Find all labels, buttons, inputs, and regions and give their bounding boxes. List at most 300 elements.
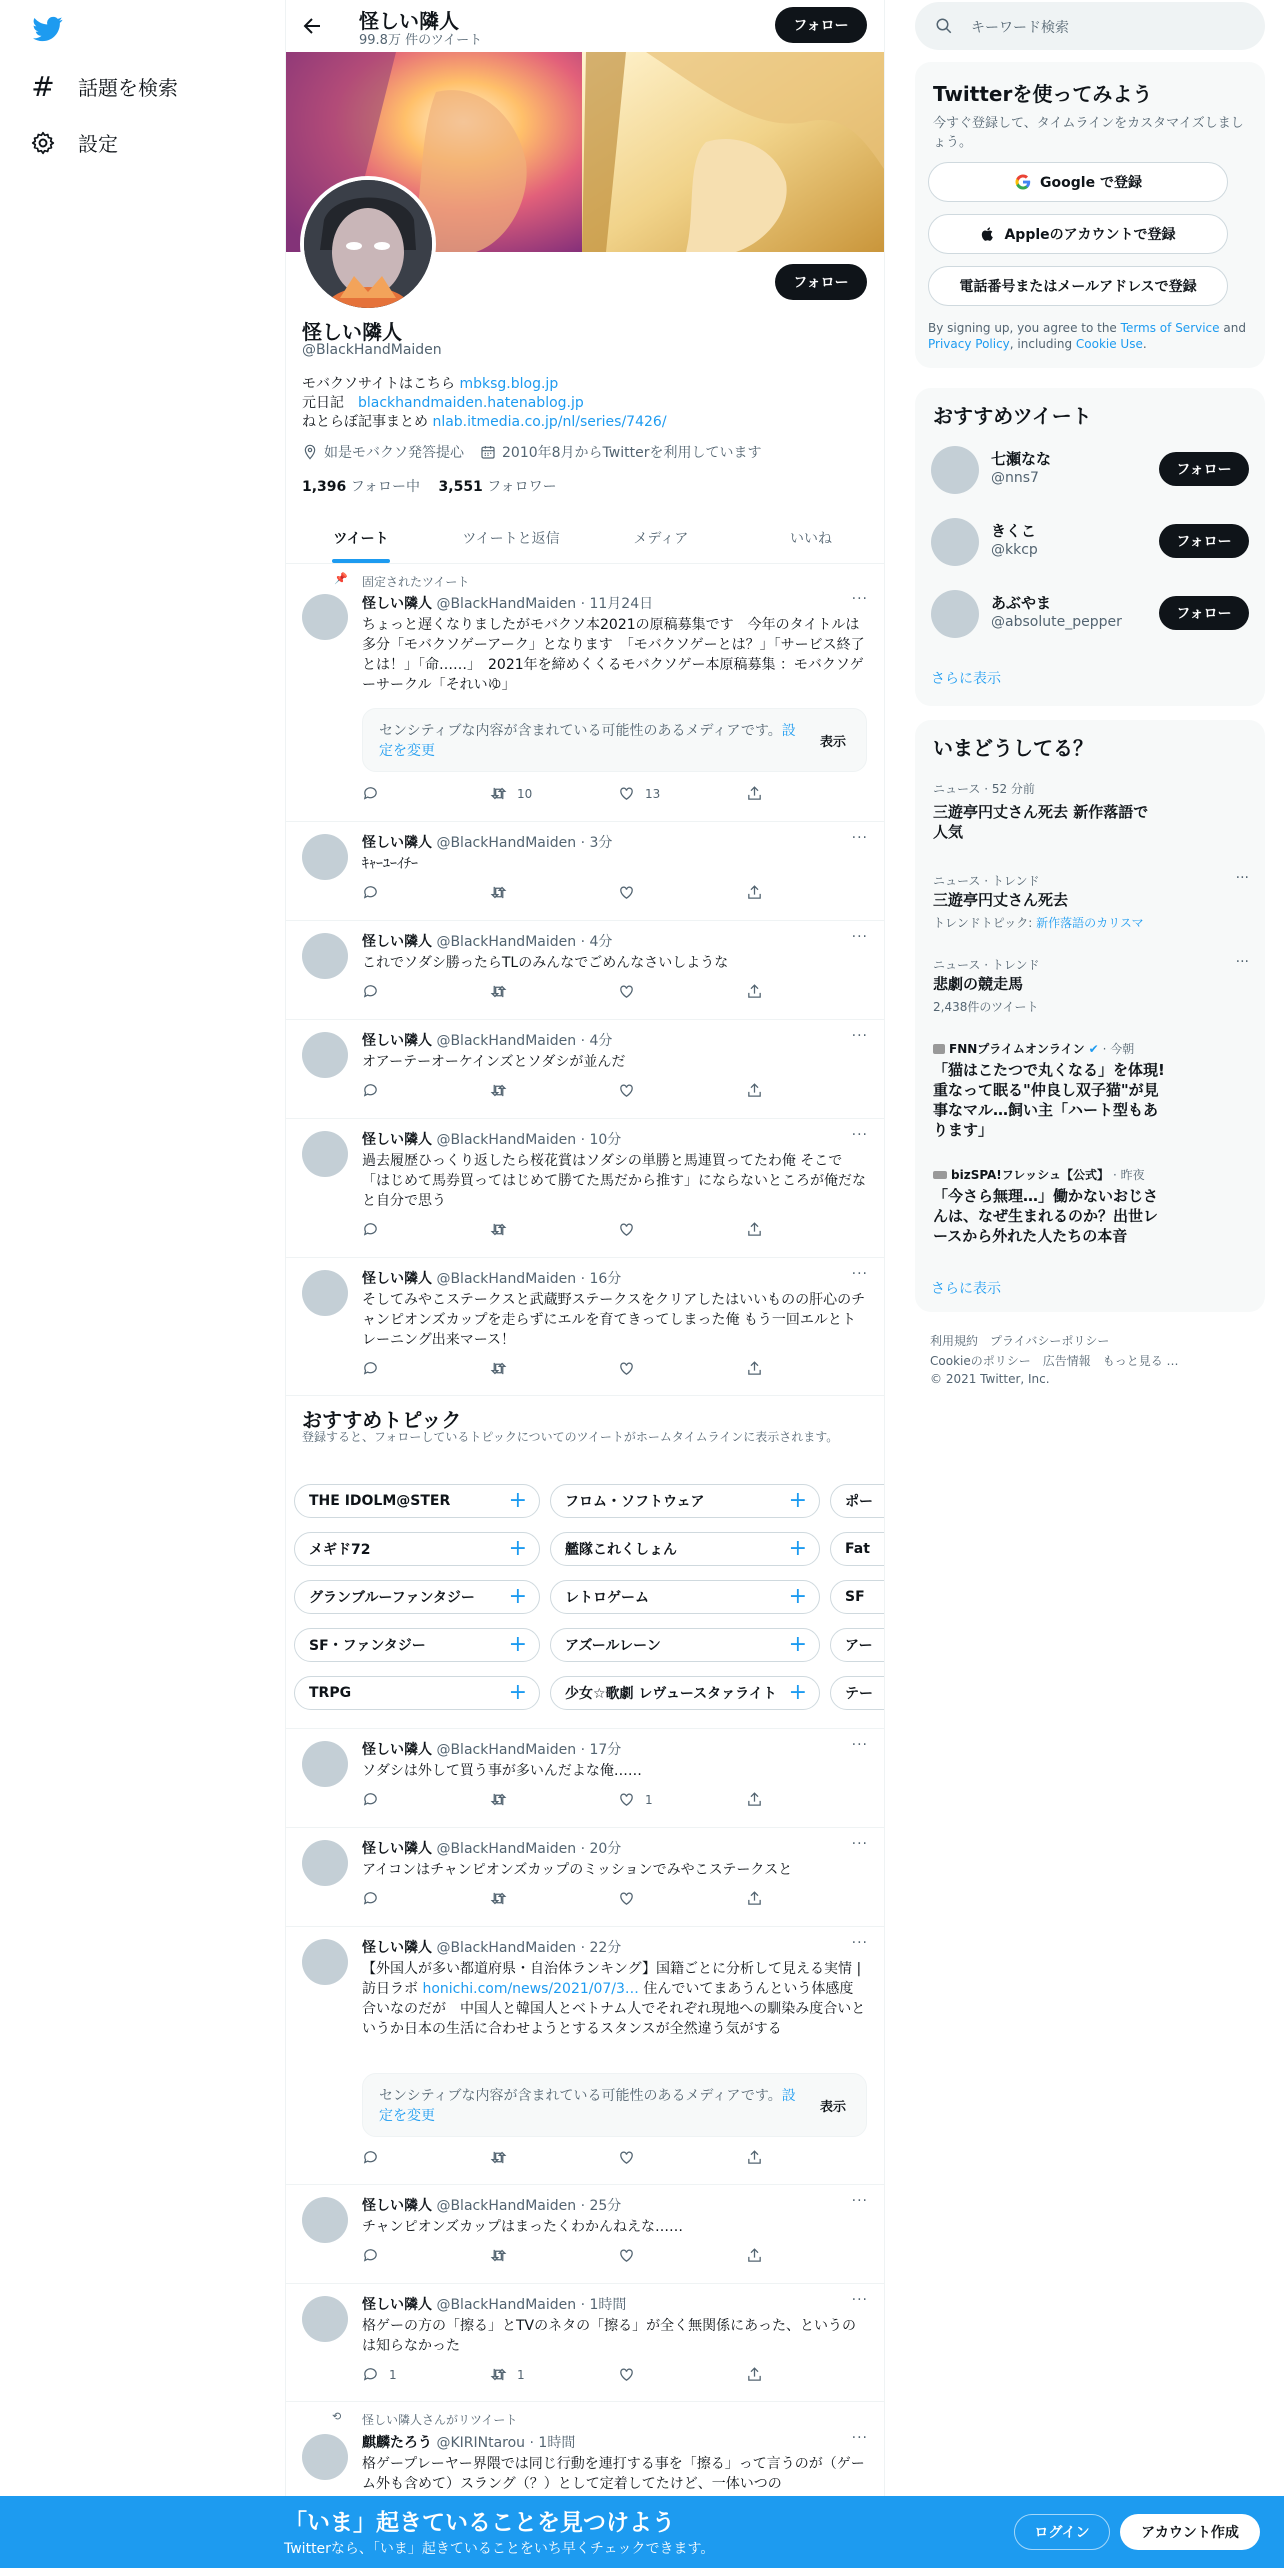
apple-signup-button[interactable] bbox=[928, 214, 1228, 254]
tweet[interactable] bbox=[286, 1927, 885, 2185]
phone-email-signup-button[interactable]: 電話番号またはメールアドレスで登録 bbox=[928, 266, 1228, 306]
avatar[interactable] bbox=[302, 933, 348, 979]
tweet-time[interactable]: 10分 bbox=[589, 1132, 622, 1148]
topic-chip[interactable] bbox=[294, 1580, 540, 1614]
more-icon[interactable]: ··· bbox=[851, 830, 868, 846]
topic-label: THE IDOLM@STER bbox=[309, 1493, 451, 1509]
more-icon[interactable]: ··· bbox=[851, 1127, 868, 1143]
sensitive-media-warning bbox=[362, 708, 867, 772]
show-media-button[interactable]: 表示 bbox=[819, 735, 846, 750]
reply-button[interactable] bbox=[362, 785, 389, 802]
share-button[interactable] bbox=[746, 1082, 763, 1099]
author-name[interactable]: 麒麟たろう bbox=[362, 2435, 432, 2451]
tweet-actions bbox=[362, 2247, 782, 2267]
plus-icon: + bbox=[508, 1536, 527, 1561]
footer-links[interactable]: 利用規約 プライバシーポリシー bbox=[930, 1334, 1110, 1348]
reply-icon bbox=[362, 2149, 379, 2166]
follow-button[interactable]: フォロー bbox=[1159, 524, 1249, 558]
tweet-header bbox=[362, 2294, 626, 2314]
following-link[interactable] bbox=[302, 479, 420, 495]
topic-label: SF・ファンタジー bbox=[309, 1638, 426, 1654]
sensitive-message: センシティブな内容が含まれている可能性のあるメディアです。 bbox=[379, 723, 782, 739]
user-handle: @nns7 bbox=[991, 470, 1039, 486]
topic-label: SF bbox=[845, 1589, 865, 1605]
separator: · bbox=[576, 1940, 590, 1956]
topic-chip[interactable] bbox=[294, 1628, 540, 1662]
retweet-button[interactable] bbox=[490, 983, 507, 1000]
topic-chip[interactable] bbox=[830, 1628, 885, 1662]
create-account-button[interactable]: アカウント作成 bbox=[1120, 2514, 1260, 2550]
author-name[interactable]: 怪しい隣人 bbox=[362, 1742, 432, 1758]
recommended-user[interactable] bbox=[915, 434, 1265, 506]
show-more-link[interactable]: さらに表示 bbox=[931, 671, 1001, 687]
apple-icon bbox=[980, 225, 996, 243]
retweet-button[interactable] bbox=[490, 785, 532, 802]
like-button[interactable] bbox=[618, 1791, 653, 1808]
retweeted-by-label[interactable]: 怪しい隣人さんがリツイート bbox=[362, 2413, 518, 2427]
profile-tabs bbox=[286, 512, 885, 564]
reply-button[interactable] bbox=[362, 1890, 379, 1907]
nav-settings-label: 設定 bbox=[78, 132, 118, 156]
author-name[interactable]: 怪しい隣人 bbox=[362, 596, 432, 612]
search-placeholder: キーワード検索 bbox=[971, 20, 1069, 36]
share-icon bbox=[746, 2247, 763, 2264]
tweet-time[interactable]: 3分 bbox=[589, 835, 613, 851]
more-icon[interactable]: ··· bbox=[851, 2193, 868, 2209]
news-source bbox=[933, 1166, 1145, 1183]
tweet-time[interactable]: 16分 bbox=[589, 1271, 622, 1287]
change-settings-link[interactable]: 設定を変更 bbox=[379, 2088, 796, 2124]
retweet-icon bbox=[490, 2247, 507, 2264]
nav-settings[interactable] bbox=[30, 128, 118, 157]
nav-explore[interactable] bbox=[30, 70, 178, 103]
author-name[interactable]: 怪しい隣人 bbox=[362, 2198, 432, 2214]
tab-tweets-and-replies[interactable]: ツイートと返信 bbox=[462, 530, 560, 547]
avatar[interactable] bbox=[302, 1131, 348, 1177]
heart-icon bbox=[618, 2247, 635, 2264]
like-count: 13 bbox=[645, 786, 661, 801]
google-signup-button[interactable] bbox=[928, 162, 1228, 202]
topic-chip[interactable] bbox=[294, 1676, 540, 1710]
recommended-user[interactable] bbox=[915, 578, 1265, 650]
more-icon[interactable]: ··· bbox=[851, 591, 868, 607]
reply-count: 1 bbox=[389, 2367, 397, 2382]
location-text: 如是モバクソ発答提心 bbox=[324, 445, 464, 461]
reply-icon bbox=[362, 983, 379, 1000]
topic-chip[interactable] bbox=[550, 1628, 820, 1662]
author-handle: @BlackHandMaiden bbox=[436, 1033, 577, 1049]
tweet-text: ソダシは外して買う事が多いんだよな俺…… bbox=[362, 1763, 642, 1779]
tweet-time[interactable]: 11月24日 bbox=[589, 596, 654, 612]
author-name[interactable]: 怪しい隣人 bbox=[362, 1271, 432, 1287]
avatar[interactable] bbox=[302, 2434, 348, 2480]
topic-label: フロム・ソフトウェア bbox=[565, 1494, 705, 1510]
profile-handle: @BlackHandMaiden bbox=[302, 342, 442, 358]
user-name: きくこ bbox=[991, 522, 1037, 540]
tweet-time[interactable]: 20分 bbox=[589, 1841, 622, 1857]
share-button[interactable] bbox=[746, 785, 763, 802]
like-button[interactable] bbox=[618, 1221, 635, 1238]
profile-follow-button[interactable]: フォロー bbox=[775, 264, 867, 300]
reply-button[interactable] bbox=[362, 2247, 379, 2264]
share-button[interactable] bbox=[746, 2149, 763, 2166]
banner-title: 「いま」起きていることを見つけよう bbox=[284, 2510, 675, 2536]
author-handle: @BlackHandMaiden bbox=[436, 1271, 577, 1287]
share-button[interactable] bbox=[746, 2247, 763, 2264]
avatar[interactable] bbox=[302, 1741, 348, 1787]
topic-chip[interactable] bbox=[550, 1676, 820, 1710]
trend-meta: ニュース · トレンド bbox=[933, 874, 1040, 888]
tweet-text: 過去履歴ひっくり返したら桜花賞はソダシの単勝と馬連買ってたわ俺 そこで「はじめて馬券買ってはじめて勝てた馬だから推す」にならないところが俺だなと自分で思う bbox=[362, 1153, 866, 1209]
tweet-header bbox=[362, 593, 653, 613]
like-button[interactable] bbox=[618, 983, 635, 1000]
bio-link[interactable]: nlab.itmedia.co.jp/nl/series/7426/ bbox=[432, 414, 667, 430]
legal-text: By signing up, you agree to the bbox=[928, 321, 1117, 335]
author-name[interactable]: 怪しい隣人 bbox=[362, 1033, 432, 1049]
more-icon[interactable]: ··· bbox=[851, 1266, 868, 1282]
share-button[interactable] bbox=[746, 1791, 763, 1808]
trend-meta: ニュース · トレンド bbox=[933, 958, 1040, 972]
reply-icon bbox=[362, 1082, 379, 1099]
reply-button[interactable] bbox=[362, 1360, 379, 1377]
left-nav bbox=[0, 0, 285, 2568]
more-icon[interactable]: ··· bbox=[851, 1028, 868, 1044]
tweet-text: ｷｬｰﾕｰｲﾁｰ bbox=[362, 856, 418, 872]
avatar[interactable] bbox=[302, 1032, 348, 1078]
share-icon bbox=[746, 2366, 763, 2383]
more-icon[interactable]: ··· bbox=[851, 1836, 868, 1852]
twitter-logo-icon[interactable] bbox=[30, 14, 66, 44]
more-icon[interactable]: ··· bbox=[851, 2430, 868, 2446]
tweet[interactable] bbox=[286, 1119, 885, 1258]
author-handle: @BlackHandMaiden bbox=[436, 2198, 577, 2214]
retweet-button[interactable] bbox=[490, 1082, 507, 1099]
user-name: あぶやま bbox=[991, 594, 1052, 612]
legal-text: , including bbox=[1009, 337, 1073, 351]
topic-label: テー bbox=[845, 1686, 873, 1702]
reply-button[interactable] bbox=[362, 2149, 379, 2166]
user-handle: @absolute_pepper bbox=[991, 614, 1122, 630]
tweet-header bbox=[362, 1129, 621, 1149]
following-label: フォロー中 bbox=[350, 479, 421, 495]
legal-text: and bbox=[1223, 321, 1246, 335]
trend-sub: 2,438件のツイート bbox=[933, 1000, 1039, 1014]
topic-chip[interactable] bbox=[550, 1580, 820, 1614]
bio-line bbox=[302, 392, 584, 412]
change-settings-link[interactable]: 設定を変更 bbox=[379, 723, 796, 759]
share-button[interactable] bbox=[746, 1890, 763, 1907]
retweet-button[interactable] bbox=[490, 1221, 507, 1238]
like-button[interactable] bbox=[618, 1360, 635, 1377]
tweet[interactable] bbox=[286, 1729, 885, 1828]
topic-label: TRPG bbox=[309, 1685, 352, 1701]
copyright: © 2021 Twitter, Inc. bbox=[930, 1372, 1050, 1386]
more-icon[interactable]: ··· bbox=[851, 929, 868, 945]
topic-label: 少女☆歌劇 レヴュースタァライト bbox=[565, 1686, 777, 1702]
news-source-name: FNNプライムオンライン bbox=[949, 1042, 1085, 1056]
like-button[interactable] bbox=[618, 884, 635, 901]
privacy-link[interactable]: Privacy Policy bbox=[928, 337, 1010, 351]
trends-title: いまどうしてる？ bbox=[933, 736, 1093, 760]
author-name[interactable]: 怪しい隣人 bbox=[362, 934, 432, 950]
tweet[interactable] bbox=[286, 2284, 885, 2402]
tweet[interactable] bbox=[286, 2402, 885, 2502]
trend-title[interactable]: 三遊亭円丈さん死去 bbox=[933, 891, 1069, 909]
more-icon[interactable]: ··· bbox=[1235, 870, 1249, 886]
more-icon[interactable]: ··· bbox=[851, 1935, 868, 1951]
recommended-user[interactable] bbox=[915, 506, 1265, 578]
retweet-icon: ⟲ bbox=[332, 2410, 342, 2423]
news-title[interactable]: 「猫はこたつで丸くなる」を体現!重なって眠る"仲良し双子猫"が見事なマル…飼い主「ハート型もあります」 bbox=[933, 1061, 1165, 1139]
reply-button[interactable] bbox=[362, 2366, 397, 2383]
trend-title[interactable]: 悲劇の競走馬 bbox=[933, 975, 1024, 993]
tweet-time[interactable]: 17分 bbox=[589, 1742, 622, 1758]
avatar[interactable] bbox=[302, 1840, 348, 1886]
news-source-name: bizSPA!フレッシュ【公式】 bbox=[951, 1168, 1109, 1182]
separator: · bbox=[576, 835, 590, 851]
share-icon bbox=[746, 884, 763, 901]
separator: · bbox=[576, 1033, 590, 1049]
retweet-icon bbox=[490, 1221, 507, 1238]
followers-link[interactable] bbox=[439, 479, 557, 495]
like-button[interactable] bbox=[618, 2247, 635, 2264]
retweet-button[interactable] bbox=[490, 1791, 507, 1808]
reply-icon bbox=[362, 884, 379, 901]
topic-label: レトロゲーム bbox=[565, 1590, 649, 1606]
topic-chip[interactable] bbox=[830, 1532, 885, 1566]
author-name[interactable]: 怪しい隣人 bbox=[362, 2297, 432, 2313]
tweet-time[interactable]: 1時間 bbox=[589, 2297, 627, 2313]
footer-links[interactable]: Cookieのポリシー 広告情報 もっと見る … bbox=[930, 1354, 1179, 1368]
main-column bbox=[285, 0, 885, 2568]
show-media-button[interactable]: 表示 bbox=[819, 2100, 846, 2115]
tab-likes[interactable]: いいね bbox=[790, 530, 832, 547]
heart-icon bbox=[618, 2366, 635, 2383]
tweet[interactable] bbox=[286, 1258, 885, 1396]
plus-icon: + bbox=[508, 1632, 527, 1657]
topic-chip[interactable] bbox=[550, 1484, 820, 1518]
header-follow-button[interactable]: フォロー bbox=[775, 7, 867, 43]
search-icon bbox=[935, 17, 953, 35]
retweet-button[interactable] bbox=[490, 1360, 507, 1377]
retweet-button[interactable] bbox=[490, 2247, 507, 2264]
like-button[interactable] bbox=[618, 785, 660, 802]
followers-count: 3,551 bbox=[438, 479, 483, 495]
signup-description: 今すぐ登録して、タイムラインをカスタマイズしましょう。 bbox=[933, 116, 1244, 150]
tweet-time[interactable]: 25分 bbox=[589, 2198, 622, 2214]
author-name[interactable]: 怪しい隣人 bbox=[362, 1132, 432, 1148]
sensitive-media-warning bbox=[362, 2073, 867, 2137]
share-icon bbox=[746, 1791, 763, 1808]
tab-media[interactable]: メディア bbox=[633, 530, 689, 547]
more-icon[interactable]: ··· bbox=[851, 2292, 868, 2308]
share-button[interactable] bbox=[746, 1360, 763, 1377]
tweet[interactable] bbox=[286, 921, 885, 1020]
follow-button[interactable]: フォロー bbox=[1159, 452, 1249, 486]
avatar[interactable] bbox=[302, 1939, 348, 1985]
author-handle: @BlackHandMaiden bbox=[436, 2297, 577, 2313]
news-title[interactable]: 「今さら無理…」働かないおじさんは、なぜ生まれるのか？出世レースから外れた人たちの本音 bbox=[933, 1187, 1159, 1245]
share-icon bbox=[746, 983, 763, 1000]
tweet-text: これでソダシ勝ったらTLのみんなでごめんなさいしような bbox=[362, 955, 729, 971]
plus-icon: + bbox=[508, 1680, 527, 1705]
share-button[interactable] bbox=[746, 1221, 763, 1238]
share-icon bbox=[746, 2149, 763, 2166]
author-handle: @BlackHandMaiden bbox=[436, 596, 577, 612]
tweet[interactable] bbox=[286, 1828, 885, 1927]
topic-chip[interactable] bbox=[830, 1580, 885, 1614]
tweet-time[interactable]: 1時間 bbox=[538, 2435, 576, 2451]
terms-link[interactable]: Terms of Service bbox=[1120, 321, 1220, 335]
tweet[interactable] bbox=[286, 822, 885, 921]
show-more-link[interactable]: さらに表示 bbox=[931, 1281, 1001, 1297]
topic-chip[interactable] bbox=[294, 1484, 540, 1518]
retweet-button[interactable] bbox=[490, 1890, 507, 1907]
share-icon bbox=[746, 785, 763, 802]
reply-button[interactable] bbox=[362, 983, 379, 1000]
trend-topic-link[interactable]: 新作落語のカリスマ bbox=[1036, 916, 1144, 930]
signup-title: Twitterを使ってみよう bbox=[933, 82, 1153, 106]
signup-legal bbox=[928, 320, 1253, 352]
author-name[interactable]: 怪しい隣人 bbox=[362, 1841, 432, 1857]
tweet[interactable] bbox=[286, 564, 885, 822]
tweet-time[interactable]: 22分 bbox=[589, 1940, 622, 1956]
tab-tweets[interactable]: ツイート bbox=[286, 512, 436, 563]
profile-avatar[interactable] bbox=[300, 176, 436, 312]
share-button[interactable] bbox=[746, 884, 763, 901]
tweet[interactable] bbox=[286, 1020, 885, 1119]
back-arrow-icon[interactable] bbox=[300, 14, 324, 38]
separator: · bbox=[576, 596, 590, 612]
retweet-button[interactable] bbox=[490, 2366, 525, 2383]
retweet-icon bbox=[490, 2149, 507, 2166]
follow-button[interactable]: フォロー bbox=[1159, 596, 1249, 630]
like-button[interactable] bbox=[618, 2149, 635, 2166]
trend-title[interactable]: 三遊亭円丈さん死去 新作落語で人気 bbox=[933, 803, 1149, 841]
reply-button[interactable] bbox=[362, 884, 379, 901]
topic-label: メギド72 bbox=[309, 1542, 371, 1558]
search-input[interactable] bbox=[915, 2, 1265, 50]
bio-line bbox=[302, 411, 667, 431]
bio-text: モバクソサイトはこちら bbox=[302, 376, 456, 392]
share-icon bbox=[746, 1360, 763, 1377]
reply-button[interactable] bbox=[362, 1082, 379, 1099]
tweet-time[interactable]: 4分 bbox=[589, 1033, 613, 1049]
pinned-label: 固定されたツイート bbox=[362, 575, 470, 589]
tweet-text: ちょっと遅くなりましたがモバクソ本2021の原稿募集です 今年のタイトルは多分「モバクソゲーアーク」となります 「モバクソゲーとは？」「サービス終了とは！」「命……」 2021年を締めくくるモバクソゲー本原稿募集 ：モバクソゲーサークル「それいゆ」 bbox=[362, 617, 865, 693]
retweet-icon bbox=[490, 1890, 507, 1907]
separator: · bbox=[576, 1841, 590, 1857]
retweet-button[interactable] bbox=[490, 2149, 507, 2166]
more-icon[interactable]: ··· bbox=[1235, 954, 1249, 970]
tweet-actions bbox=[362, 983, 782, 1003]
author-handle: @BlackHandMaiden bbox=[436, 1940, 577, 1956]
tweet-time[interactable]: 4分 bbox=[589, 934, 613, 950]
share-button[interactable] bbox=[746, 983, 763, 1000]
author-name[interactable]: 怪しい隣人 bbox=[362, 1940, 432, 1956]
retweet-icon bbox=[490, 2366, 507, 2383]
avatar[interactable] bbox=[931, 518, 979, 566]
share-button[interactable] bbox=[746, 2366, 763, 2383]
tweet-header bbox=[362, 1030, 612, 1050]
trends-panel bbox=[915, 720, 1265, 1312]
reply-button[interactable] bbox=[362, 1791, 379, 1808]
tweet-actions bbox=[362, 2149, 782, 2169]
author-name[interactable]: 怪しい隣人 bbox=[362, 835, 432, 851]
banner-subtitle: Twitterなら、「いま」起きていることをいち早くチェックできます。 bbox=[284, 2541, 715, 2557]
reply-icon bbox=[362, 1360, 379, 1377]
nav-explore-label: 話題を検索 bbox=[78, 76, 178, 100]
like-button[interactable] bbox=[618, 1890, 635, 1907]
tweet-text: そしてみやこステークスと武蔵野ステークスをクリアしたはいいものの肝心のチャンピオンズカップを走らずにエルを育てきってしまった俺 もう一回エルとトレーニング出来マース！ bbox=[362, 1292, 866, 1348]
author-handle: @KIRINtarou bbox=[436, 2435, 526, 2451]
avatar[interactable] bbox=[302, 2296, 348, 2342]
tweet-header bbox=[362, 1937, 621, 1957]
retweet-icon bbox=[490, 1082, 507, 1099]
topic-chip[interactable] bbox=[830, 1484, 885, 1518]
cookie-link[interactable]: Cookie Use bbox=[1075, 337, 1143, 351]
tweet-link[interactable]: honichi.com/news/2021/07/3… bbox=[422, 1981, 639, 1997]
login-button[interactable]: ログイン bbox=[1014, 2514, 1110, 2550]
tweet-text: アイコンはチャンピオンズカップのミッションでみやこステークスと bbox=[362, 1862, 793, 1878]
signup-panel bbox=[915, 62, 1265, 368]
reply-button[interactable] bbox=[362, 1221, 379, 1238]
trend-sub bbox=[933, 914, 1144, 931]
tweet-header bbox=[362, 832, 612, 852]
like-button[interactable] bbox=[618, 2366, 635, 2383]
avatar[interactable] bbox=[302, 2197, 348, 2243]
avatar[interactable] bbox=[302, 834, 348, 880]
separator: · bbox=[576, 1271, 590, 1287]
bio-link[interactable]: mbksg.blog.jp bbox=[459, 376, 559, 392]
header-profile-name: 怪しい隣人 bbox=[359, 9, 459, 33]
separator: · bbox=[525, 2435, 539, 2451]
tweet-actions bbox=[362, 1791, 782, 1811]
google-icon bbox=[1014, 173, 1032, 191]
reply-icon bbox=[362, 1890, 379, 1907]
topic-chip[interactable] bbox=[550, 1532, 820, 1566]
tweet-actions bbox=[362, 785, 782, 805]
tweet-actions bbox=[362, 1082, 782, 1102]
topic-label: グランブルーファンタジー bbox=[309, 1590, 475, 1606]
sensitive-text bbox=[379, 2086, 799, 2126]
bio-link[interactable]: blackhandmaiden.hatenablog.jp bbox=[358, 395, 584, 411]
plus-icon: + bbox=[788, 1632, 807, 1657]
reply-icon bbox=[362, 2247, 379, 2264]
tweet-actions bbox=[362, 884, 782, 904]
retweet-icon bbox=[490, 983, 507, 1000]
reply-icon bbox=[362, 1791, 379, 1808]
avatar[interactable] bbox=[302, 1270, 348, 1316]
profile-meta bbox=[302, 442, 761, 462]
tweet-text: オアーテーオーケインズとソダシが並んだ bbox=[362, 1054, 626, 1070]
news-time: · 昨夜 bbox=[1112, 1168, 1145, 1182]
reply-icon bbox=[362, 785, 379, 802]
plus-icon: + bbox=[788, 1488, 807, 1513]
topic-chip[interactable] bbox=[294, 1532, 540, 1566]
retweet-button[interactable] bbox=[490, 884, 507, 901]
avatar[interactable] bbox=[931, 590, 979, 638]
avatar[interactable] bbox=[302, 594, 348, 640]
avatar[interactable] bbox=[931, 446, 979, 494]
pin-icon: 📌 bbox=[334, 572, 348, 585]
tweet[interactable] bbox=[286, 2185, 885, 2284]
separator: · bbox=[576, 2198, 590, 2214]
like-button[interactable] bbox=[618, 1082, 635, 1099]
more-icon[interactable]: ··· bbox=[851, 1737, 868, 1753]
trend-meta: ニュース · 52 分前 bbox=[933, 782, 1035, 796]
topic-chip[interactable] bbox=[830, 1676, 885, 1710]
